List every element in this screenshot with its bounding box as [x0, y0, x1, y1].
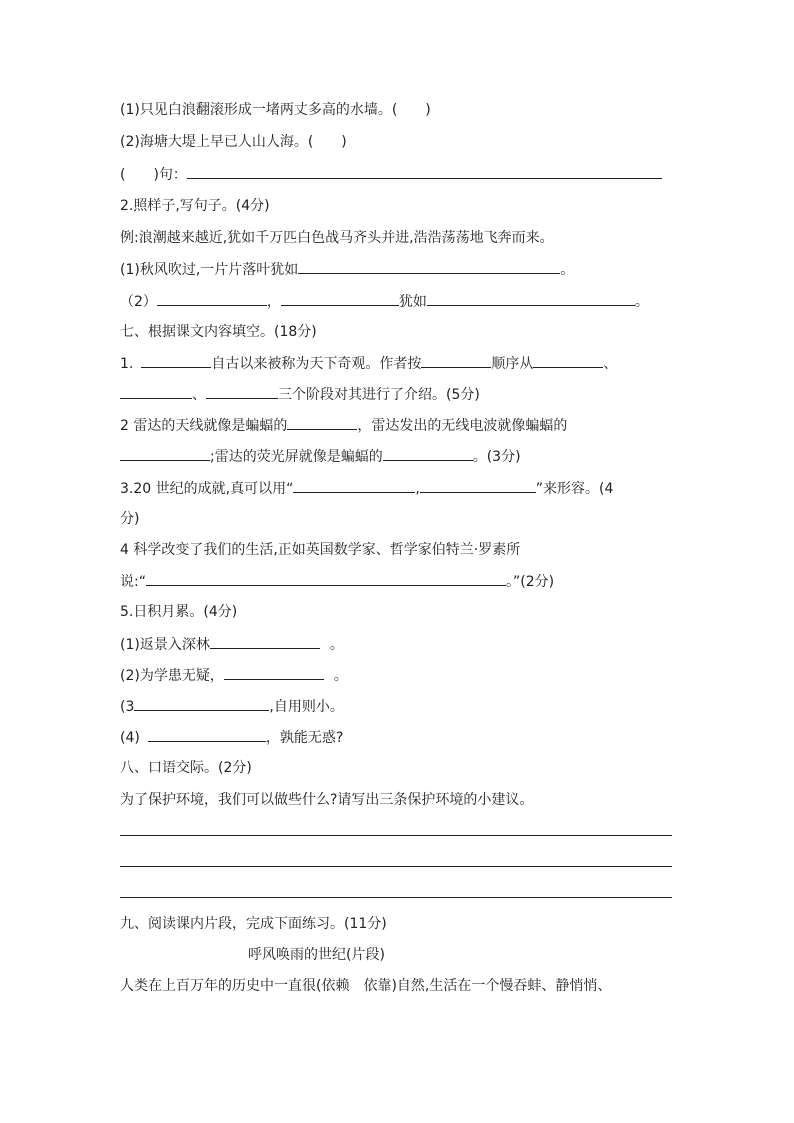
section-7-item-3 — [120, 478, 680, 499]
item-text: 、 — [192, 387, 206, 403]
question-3 — [120, 164, 680, 185]
item-text: 说:“ — [120, 574, 146, 590]
answer-blank[interactable] — [206, 384, 278, 399]
answer-blank[interactable] — [281, 291, 399, 306]
answer-blank[interactable] — [383, 446, 473, 461]
item-text: (4) — [120, 730, 140, 746]
item-text: 。 — [333, 668, 348, 684]
answer-blank[interactable] — [427, 291, 635, 306]
item-text: ;雷达的荧光屏就像是蝙蝠的 — [210, 449, 383, 465]
answer-blank[interactable] — [287, 415, 357, 430]
answer-line-2[interactable] — [120, 866, 672, 867]
answer-blank[interactable] — [533, 353, 603, 368]
item-text: 顺序从 — [491, 356, 534, 372]
item-text: 。 — [329, 637, 344, 653]
item-text: ”来形容。(4 — [535, 481, 614, 497]
item-text: ， — [266, 294, 281, 310]
answer-blank[interactable] — [224, 665, 324, 680]
question-1: (1)只见白浪翻滚形成一堵两丈多高的水墙。( ) — [120, 102, 431, 118]
question-3-label: ( )句： — [120, 167, 187, 183]
item-end: 。 — [560, 262, 575, 278]
passage-title: 呼风唤雨的世纪(片段) — [248, 947, 385, 963]
section-7-item-5-title: 5.日积月累。(4分) — [120, 604, 238, 620]
answer-blank[interactable] — [146, 571, 506, 586]
section-7-item-5-4 — [120, 727, 680, 748]
item-text: 3.20 世纪的成就,真可以用“ — [120, 481, 294, 497]
item-text: ，孰能无惑? — [265, 730, 344, 746]
item-text: 。”(2分) — [505, 574, 555, 590]
answer-blank[interactable] — [141, 353, 211, 368]
section-8-prompt: 为了保护环境，我们可以做些什么?请写出三条保护环境的小建议。 — [120, 792, 534, 808]
section-7-item-5-2 — [120, 665, 680, 686]
item-text: 1. — [120, 356, 134, 372]
item-text: 三个阶段对其进行了介绍。(5分) — [278, 387, 480, 403]
item-text: 自古以来被称为天下奇观。作者按 — [211, 356, 422, 372]
section-7-item-3-cont: 分) — [120, 511, 140, 527]
answer-blank[interactable] — [210, 634, 320, 649]
answer-line-1[interactable] — [120, 835, 672, 836]
item-text: , — [415, 481, 420, 497]
item-text: 。(3分) — [472, 449, 521, 465]
item-text: 、 — [603, 356, 618, 372]
section-7-item-1 — [120, 353, 680, 374]
item-text: (1)秋风吹过,一片片落叶犹如 — [120, 262, 299, 278]
section-2-item-2 — [120, 291, 680, 312]
item-end: 。 — [634, 294, 649, 310]
section-8-title: 八、口语交际。(2分) — [120, 760, 252, 776]
section-7-title: 七、根据课文内容填空。(18分) — [120, 324, 317, 340]
answer-blank[interactable] — [420, 478, 536, 493]
answer-blank[interactable] — [187, 164, 662, 179]
section-7-item-5-1 — [120, 634, 680, 655]
item-text: （2） — [120, 294, 157, 310]
section-2-item-1 — [120, 259, 680, 280]
item-text: ，雷达发出的无线电波就像蝙蝠的 — [357, 418, 568, 434]
answer-blank[interactable] — [298, 259, 560, 274]
answer-blank[interactable] — [157, 291, 267, 306]
section-7-item-2-cont — [120, 446, 680, 467]
item-text: (2)为学患无疑， — [120, 668, 224, 684]
answer-blank[interactable] — [421, 353, 491, 368]
item-text: (3 — [120, 699, 135, 715]
answer-line-3[interactable] — [120, 897, 672, 898]
answer-blank[interactable] — [120, 446, 210, 461]
section-7-item-4-cont — [120, 571, 680, 592]
item-text: 2 雷达的天线就像是蝙蝠的 — [120, 418, 288, 434]
section-2-title: 2.照样子,写句子。(4分) — [120, 198, 270, 214]
section-7-item-1-cont — [120, 384, 680, 405]
section-7-item-2 — [120, 415, 680, 436]
section-7-item-4: 4 科学改变了我们的生活,正如英国数学家、哲学家伯特兰·罗素所 — [120, 542, 521, 558]
item-text: ,自用则小。 — [269, 699, 344, 715]
item-text: 犹如 — [398, 294, 427, 310]
passage-text: 人类在上百万年的历史中一直很(依赖 依靠)自然,生活在一个慢吞蚌、静悄悄、 — [120, 978, 612, 994]
answer-blank[interactable] — [120, 384, 192, 399]
section-9-title: 九、阅读课内片段，完成下面练习。(11分) — [120, 916, 387, 932]
answer-blank[interactable] — [293, 478, 415, 493]
answer-blank[interactable] — [148, 727, 266, 742]
answer-blank[interactable] — [134, 696, 269, 711]
question-2: (2)海塘大堤上早已人山人海。( ) — [120, 134, 347, 150]
section-7-item-5-3 — [120, 696, 680, 717]
section-2-example: 例:浪潮越来越近,犹如千万匹白色战马齐头并进,浩浩荡荡地飞奔而来。 — [120, 230, 554, 246]
item-text: (1)返景入深林 — [120, 637, 210, 653]
